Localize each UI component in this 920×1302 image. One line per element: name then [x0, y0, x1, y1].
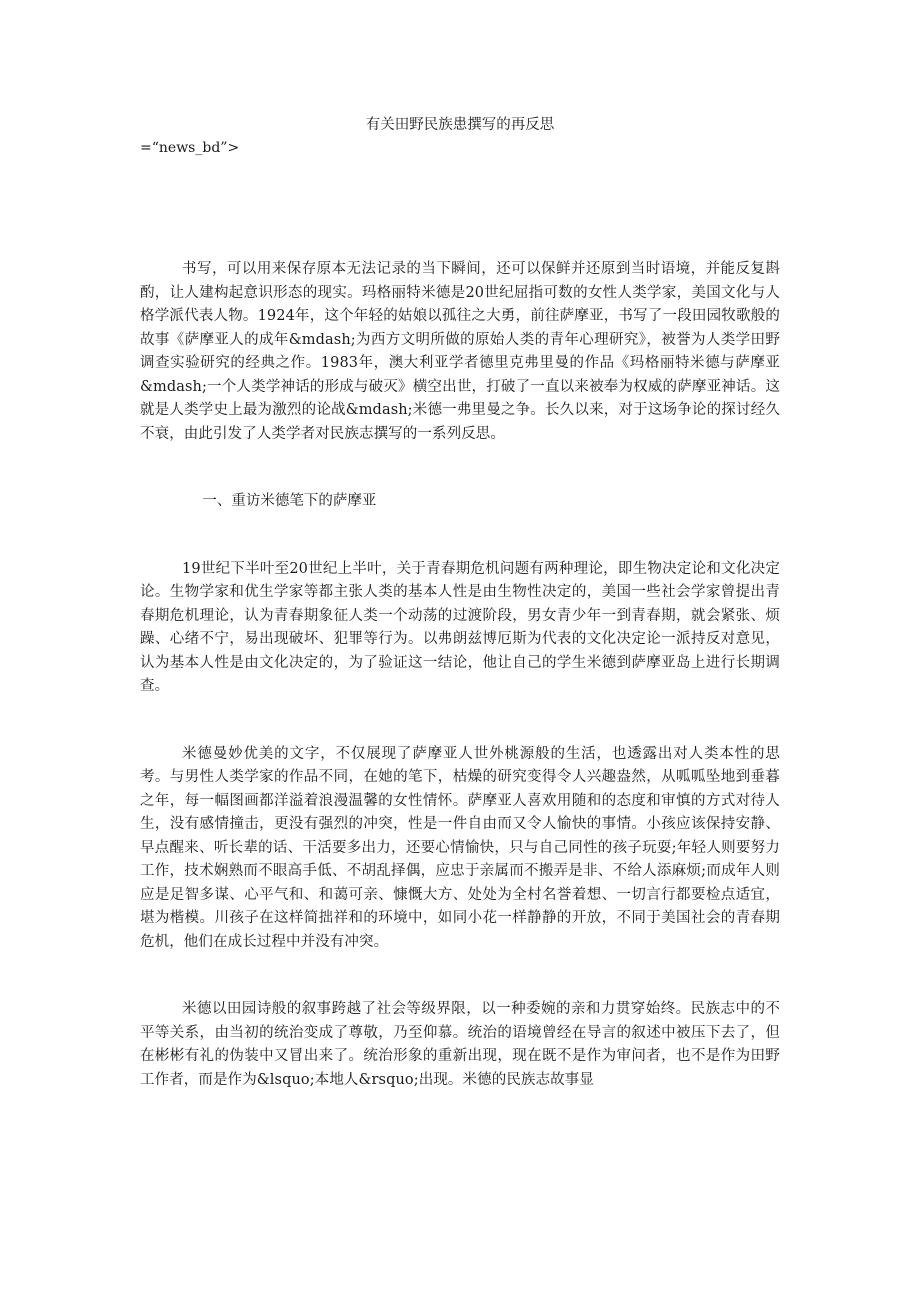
stray-code-fragment: =“news_bd”> — [140, 140, 240, 156]
paragraph-mead-writing: 米德曼妙优美的文字，不仅展现了萨摩亚人世外桃源般的生活，也透露出对人类本性的思考。与男性人类学家的作品不同，在她的笔下，枯燥的研究变得令人兴趣盎然，从呱呱坠地到垂暮之年，每一幅图画都洋溢着浪漫温馨的女性情怀。萨摩亚人喜欢用随和的态度和审慎的方式对待人生，没有感情撞击，更没有强烈的冲突，性是一件自由而又令人愉快的事情。小孩应该保持安静、早点醒来、听长辈的话、干活要多出力，还要心情愉快，只与自己同性的孩子玩耍;年轻人则要努力工作，技术娴熟而不眼高手低、不胡乱择偶，应忠于亲属而不搬弄是非、不给人添麻烦;而成年人则应是足智多谋、心平气和、和蔼可亲、慷慨大方、处处为全村名誉着想、一切言行都要检点适宜，堪为楷模。川孩子在这样简拙祥和的环境中，如同小花一样静静的开放，不同于美国社会的青春期危机，他们在成长过程中并没有冲突。 — [140, 745, 780, 950]
paragraph-gap — [140, 446, 780, 490]
paragraph-gap — [140, 954, 780, 998]
paragraph-intro: 书写，可以用来保存原本无法记录的当下瞬间，还可以保鲜并还原到当时语境，并能反复斟酌，让人建构起意识形态的现实。玛格丽特米德是20世纪屈指可数的女性人类学家，美国文化与人格学派代表人物。1924年，这个年轻的姑娘以孤往之大勇，前往萨摩亚，书写了一段田园牧歌般的故事《萨摩亚人的成年&mdash;为西方文明所做的原始人类的青年心理研究》，被誉为人类学田野调查实验研究的经典之作。1983年，澳大利亚学者德里克弗里曼的作品《玛格丽特米德与萨摩亚&mdash;一个人类学神话的形成与破灭》横空出世，打破了一直以来被奉为权威的萨摩亚神话。这就是人类学史上最为激烈的论战&mdash;米德一弗里曼之争。长久以来，对于这场争论的探讨经久不衰，由此引发了人类学者对民族志撰写的一系列反思。 — [140, 261, 780, 442]
paragraph-theories: 19世纪下半叶至20世纪上半叶，关于青春期危机问题有两种理论，即生物决定论和文化决定论。生物学家和优生学家等都主张人类的基本人性是由生物性决定的，美国一些社会学家曾提出青春期危机理论，认为青春期象征人类一个动荡的过渡阶段，男女青少年一到青春期，就会紧张、烦躁、心绪不宁，易出现破坏、犯罪等行为。以弗朗兹博厄斯为代表的文化决定论一派持反对意见，认为基本人性是由文化决定的，为了验证这一结论，他让自己的学生米德到萨摩亚岛上进行长期调查。 — [140, 560, 780, 694]
section-heading: 一、重访米德笔下的萨摩亚 — [202, 493, 377, 509]
paragraph-narrative: 米德以田园诗般的叙事跨越了社会等级界限，以一种委婉的亲和力贯穿始终。民族志中的不平等关系，由当初的统治变成了尊敬，乃至仰慕。统治的语境曾经在导言的叙述中被压下去了，但在彬彬有礼的伪装中又冒出来了。统治形象的重新出现，现在既不是作为审问者，也不是作为田野工作者，而是作为&lsquo;本地人&rsquo;出现。米德的民族志故事显 — [140, 1001, 780, 1088]
page-title: 有关田野民族患撰写的再反思 — [365, 117, 555, 133]
paragraph-gap — [140, 699, 780, 743]
paragraph-gap — [140, 514, 780, 558]
article-body — [140, 258, 780, 1092]
